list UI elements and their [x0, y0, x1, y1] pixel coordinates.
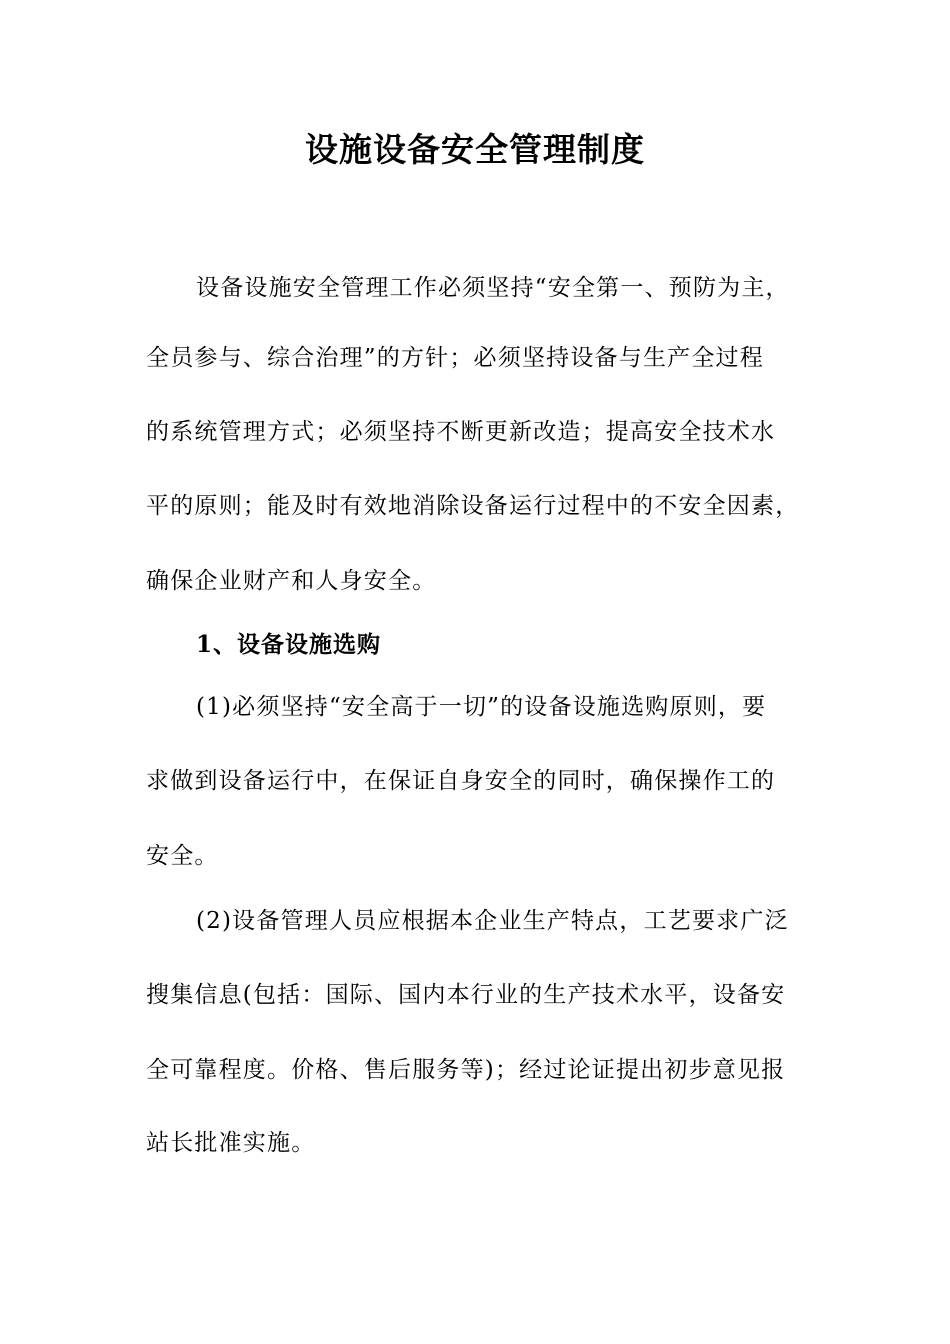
document-title: 设施设备安全管理制度 — [305, 130, 645, 169]
paragraph-line: 设备设施安全管理工作必须坚持“安全第一、预防为主， — [196, 275, 790, 301]
section-heading: 1、设备设施选购 — [196, 631, 382, 658]
paragraph-line: 确保企业财产和人身安全。 — [146, 568, 437, 594]
paragraph-line: 站长批准实施。 — [146, 1130, 316, 1156]
paragraph-line: 搜集信息(包括：国际、国内本行业的生产技术水平，设备安 — [146, 982, 786, 1008]
paragraph-line: 的系统管理方式；必须坚持不断更新改造；提高安全技术水 — [146, 419, 776, 445]
paragraph-line: (1)必须坚持“安全高于一切”的设备设施选购原则，要 — [196, 694, 767, 720]
paragraph-line: 全可靠程度。价格、售后服务等)；经过论证提出初步意见报 — [146, 1057, 786, 1083]
paragraph-line: 全员参与、综合治理”的方针；必须坚持设备与生产全过程 — [146, 345, 764, 371]
paragraph-line: 安全。 — [146, 843, 219, 869]
paragraph-line: 平的原则；能及时有效地消除设备运行过程中的不安全因素， — [146, 493, 800, 519]
paragraph-line: 求做到设备运行中，在保证自身安全的同时，确保操作工的 — [146, 768, 776, 794]
paragraph-line: (2)设备管理人员应根据本企业生产特点，工艺要求广泛 — [196, 908, 789, 934]
